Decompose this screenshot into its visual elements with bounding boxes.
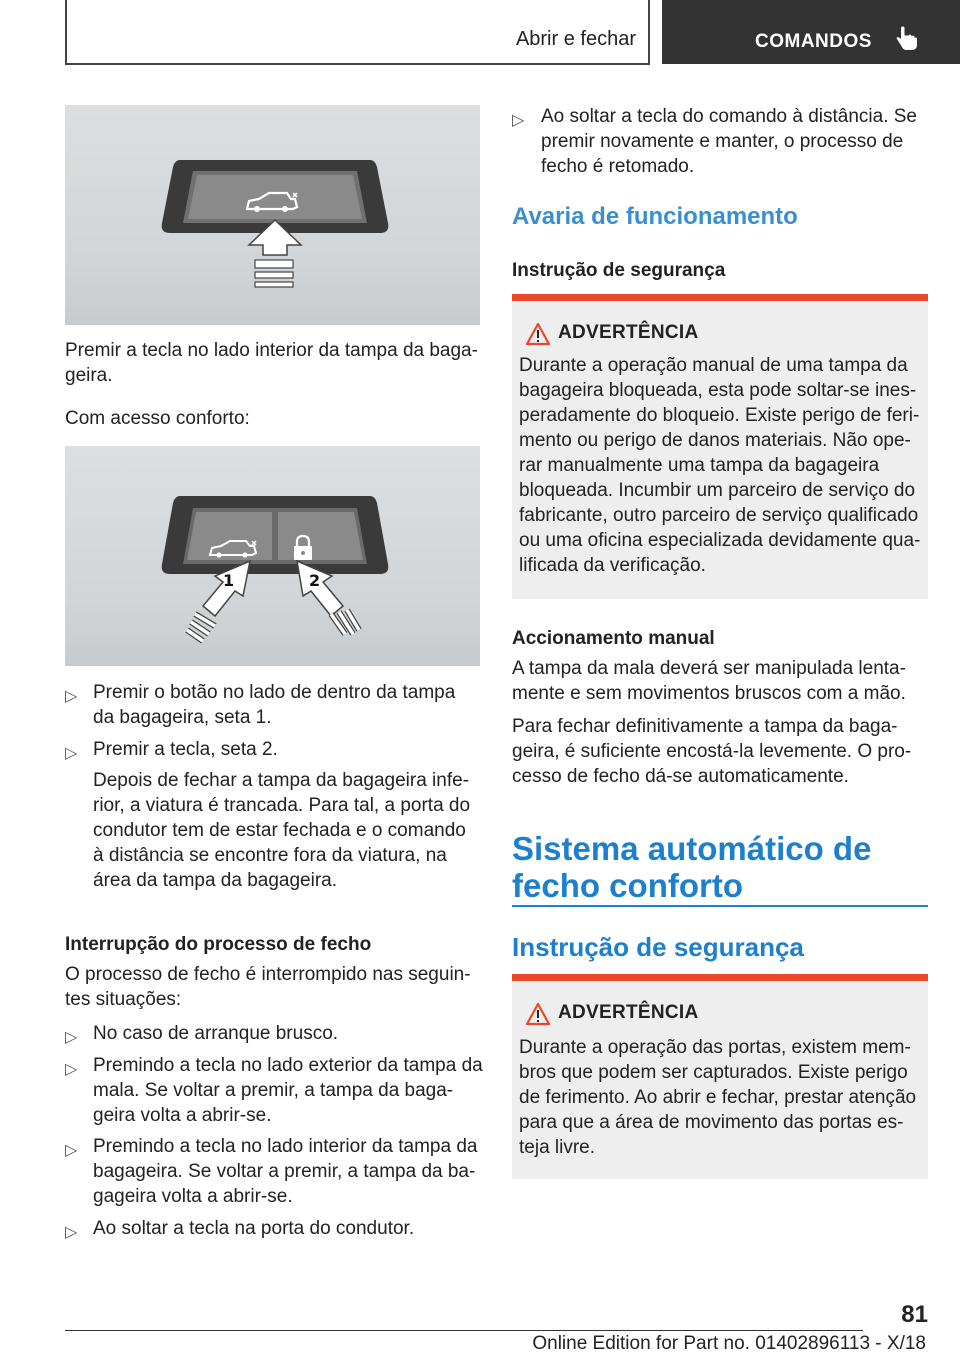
- header-divider-right: [648, 0, 650, 64]
- footer-rule: [65, 1330, 863, 1331]
- bullet-triangle-icon: ▷: [65, 1224, 78, 1241]
- arrow-1-label: 1: [223, 571, 235, 590]
- text-line: Premindo a tecla no lado interior da tampa da: [93, 1136, 478, 1157]
- text-line: da bagageira, seta 1.: [93, 707, 272, 728]
- list-item: [93, 1216, 483, 1241]
- manual-operation-text: [512, 656, 928, 706]
- warning-body: [519, 353, 924, 578]
- list-item: [541, 104, 931, 179]
- text-line: teja livre.: [519, 1137, 596, 1158]
- bullet-triangle-icon: ▷: [65, 688, 78, 705]
- warning-box-manual: [512, 294, 928, 599]
- text-line: Durante a operação das portas, existem mem-: [519, 1037, 911, 1058]
- warning-bar: [512, 974, 928, 981]
- list-item: [93, 737, 483, 762]
- text-line: rior, a viatura é trancada. Para tal, a porta do: [93, 795, 471, 816]
- text-line: premir novamente e manter, o processo de: [541, 131, 904, 152]
- malfunction-heading: Avaria de funcionamento: [512, 203, 798, 230]
- section-title: [512, 830, 871, 904]
- bullet-triangle-icon: ▷: [65, 1029, 78, 1046]
- list-item: [93, 680, 483, 730]
- comfort-access-intro: Com acesso conforto:: [65, 408, 250, 429]
- text-line: tes situações:: [65, 989, 182, 1010]
- title-line: fecho conforto: [512, 867, 743, 904]
- warning-bar: [512, 294, 928, 301]
- text-line: para que a área de movimento das portas es-: [519, 1112, 904, 1133]
- warning-title: ADVERTÊNCIA: [558, 322, 699, 343]
- warning-body: [519, 1035, 924, 1160]
- figure-trunk-button-interior: [65, 105, 480, 325]
- bullet-triangle-icon: ▷: [65, 1142, 78, 1159]
- text-line: bagageira bloqueada, esta pode soltar-se ines-: [519, 380, 917, 401]
- list-item: [93, 1021, 483, 1046]
- bullet-triangle-icon: ▷: [65, 745, 78, 762]
- figure-trunk-button-comfort: [65, 446, 480, 666]
- bullet-triangle-icon: ▷: [65, 1061, 78, 1078]
- header-divider-left: [65, 0, 67, 64]
- text-line: bagageira. Se voltar a premir, a tampa da ba-: [93, 1161, 476, 1182]
- text-line: peradamente do bloqueio. Existe perigo de feri-: [519, 405, 920, 426]
- text-line: fecho é retomado.: [541, 156, 695, 177]
- safety-heading-2: Instrução de segurança: [512, 932, 804, 962]
- text-line: área da tampa da bagageira.: [93, 870, 338, 891]
- warning-box-doors: [512, 974, 928, 1179]
- text-line: gageira volta a abrir-se.: [93, 1186, 293, 1207]
- text-line: geira volta a abrir-se.: [93, 1105, 272, 1126]
- text-line: Para fechar definitivamente a tampa da baga-: [512, 716, 898, 737]
- text-line: lificada da verificação.: [519, 555, 706, 576]
- bullet-triangle-icon: ▷: [512, 112, 525, 129]
- text-line: mente e sem movimentos bruscos com a mão.: [512, 683, 906, 704]
- list-item: [93, 1053, 483, 1128]
- warning-triangle-icon: [525, 1002, 551, 1026]
- text-line: Depois de fechar a tampa da bagageira infe-: [93, 770, 470, 791]
- header-section-title: Abrir e fechar: [515, 28, 636, 50]
- text-line: Ao soltar a tecla na porta do condutor.: [93, 1218, 415, 1239]
- page-number: 81: [901, 1301, 928, 1328]
- footer-edition: Online Edition for Part no. 01402896113 - X/18: [532, 1333, 926, 1354]
- text-line: rar manualmente uma tampa da bagageira: [519, 455, 880, 476]
- title-line: Sistema automático de: [512, 830, 872, 867]
- text-line: geira, é suficiente encostá-la levemente. O pro-: [512, 741, 912, 762]
- text-line: mala. Se voltar a premir, a tampa da baga-: [93, 1080, 454, 1101]
- manual-closing-text: [512, 714, 928, 789]
- text-line: Ao soltar a tecla do comando à distância. Se: [541, 106, 918, 127]
- warning-title: ADVERTÊNCIA: [558, 1002, 699, 1023]
- text-line: de ferimento. Ao abrir e fechar, prestar atenção: [519, 1087, 917, 1108]
- text-line: Premir a tecla, seta 2.: [93, 739, 278, 760]
- list-item-detail: [93, 768, 483, 893]
- warning-triangle-icon: [525, 322, 551, 346]
- list-item: [93, 1134, 483, 1209]
- text-line: condutor tem de estar fechada e o comando: [93, 820, 466, 841]
- text-line: O processo de fecho é interrompido nas seguin-: [65, 964, 471, 985]
- caption-trunk-interior: [65, 338, 480, 388]
- text-line: Premir o botão no lado de dentro da tampa: [93, 682, 456, 703]
- text-line: ou uma oficina especializada devidamente qua-: [519, 530, 921, 551]
- text-line: Premir a tecla no lado interior da tampa da baga-: [65, 340, 478, 361]
- interruption-intro: [65, 962, 480, 1012]
- text-line: A tampa da mala deverá ser manipulada lenta-: [512, 658, 906, 679]
- text-line: bros que podem ser capturados. Existe perigo: [519, 1062, 908, 1083]
- text-line: geira.: [65, 365, 113, 386]
- text-line: bloqueada. Incumbir um parceiro de serviço do: [519, 480, 916, 501]
- safety-heading: Instrução de segurança: [512, 260, 726, 281]
- pointing-hand-icon: [895, 26, 919, 52]
- text-line: cesso de fecho dá-se automaticamente.: [512, 766, 849, 787]
- chapter-label: COMANDOS: [755, 31, 872, 52]
- arrow-2-label: 2: [309, 571, 321, 590]
- text-line: Premindo a tecla no lado exterior da tampa da: [93, 1055, 483, 1076]
- text-line: fabricante, outro parceiro de serviço qualificado: [519, 505, 919, 526]
- header-chapter-tab: [662, 0, 960, 64]
- interruption-heading: Interrupção do processo de fecho: [65, 934, 372, 955]
- section-title-rule: [512, 905, 928, 907]
- manual-operation-heading: Accionamento manual: [512, 628, 715, 649]
- text-line: mento ou perigo de danos materiais. Não ope-: [519, 430, 911, 451]
- text-line: No caso de arranque brusco.: [93, 1023, 339, 1044]
- text-line: à distância se encontre fora da viatura, na: [93, 845, 447, 866]
- header-underline: [65, 63, 650, 65]
- text-line: Durante a operação manual de uma tampa da: [519, 355, 908, 376]
